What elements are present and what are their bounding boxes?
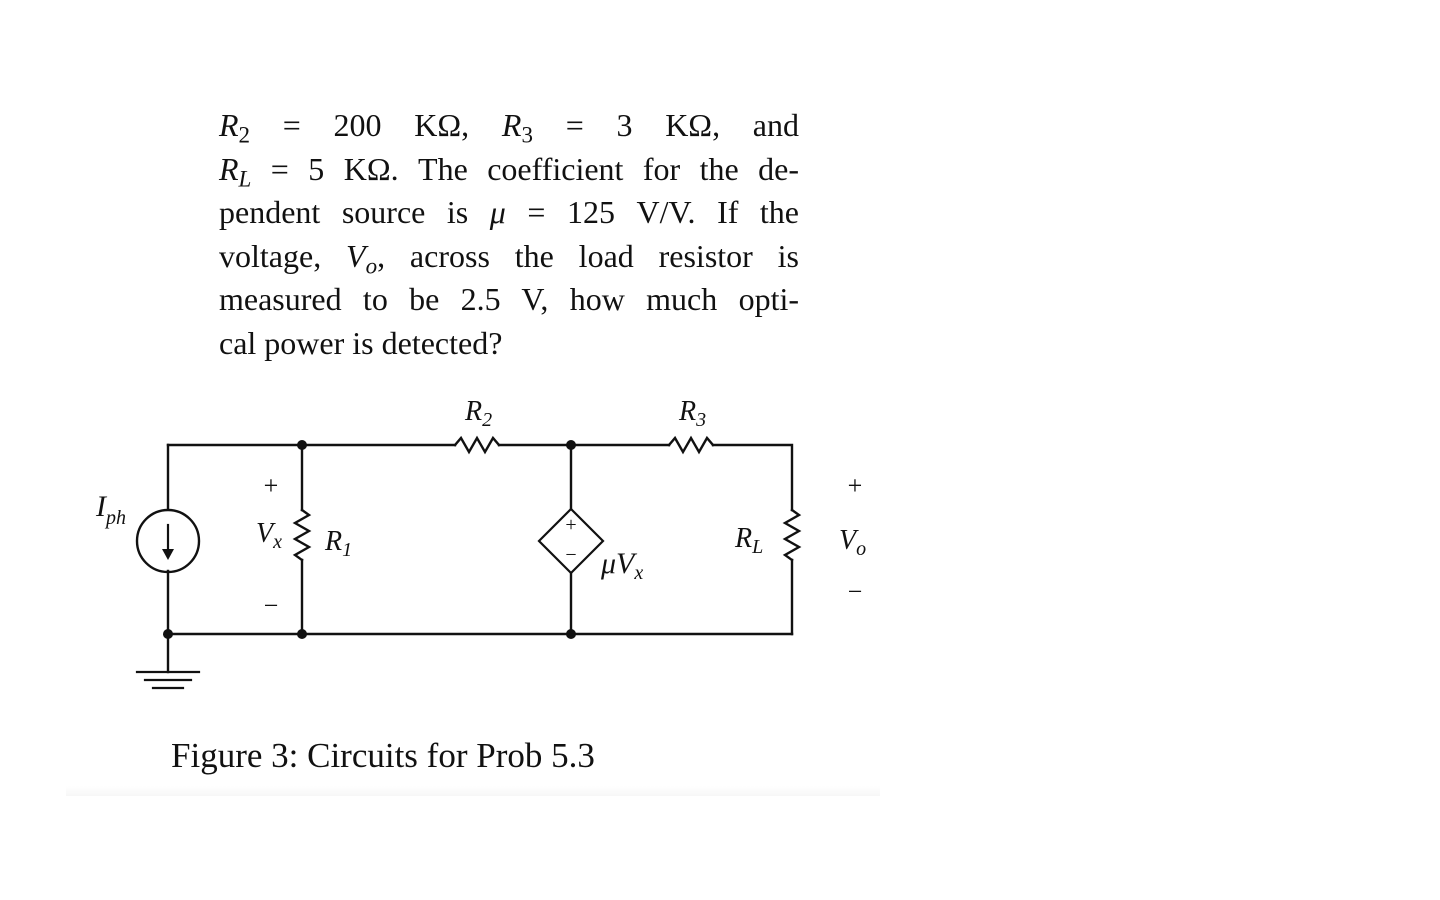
label-vx-minus: − — [263, 591, 279, 620]
node-dot — [297, 629, 307, 639]
figure-caption: Figure 3: Circuits for Prob 5.3 — [171, 736, 595, 775]
ground-icon — [137, 672, 199, 688]
node-dot — [566, 440, 576, 450]
label-dep-minus: − — [565, 544, 577, 566]
problem-text: = 5 KΩ. The coefficient for the de- — [251, 150, 799, 187]
problem-text: = 125 V/V. If the — [505, 194, 800, 230]
problem-text: cal power is detected? — [219, 324, 503, 361]
wire-top-right — [713, 445, 792, 510]
label-r1: $R_1$ — [325, 526, 353, 561]
label-vx-plus: + — [263, 471, 279, 500]
resistor-r2 — [455, 438, 499, 452]
symbol-vo: V — [346, 237, 366, 274]
symbol-sub: L — [238, 164, 252, 191]
node-dot — [297, 440, 307, 450]
node-dot — [163, 629, 173, 639]
symbol-sub: 2 — [238, 121, 251, 148]
problem-text: = 3 KΩ, and — [532, 107, 800, 143]
resistor-r3 — [669, 438, 713, 452]
label-iph: $I_{ph}$ — [96, 490, 126, 529]
label-dependent-source: $\mu V_x$ — [601, 547, 644, 584]
symbol-r2: R — [219, 107, 239, 143]
symbol-mu: μ — [489, 194, 506, 230]
label-vx: $V_x$ — [256, 518, 282, 553]
problem-text: pendent source is — [219, 194, 490, 230]
label-vo-plus: + — [847, 471, 863, 500]
node-dot — [566, 629, 576, 639]
resistor-r1 — [295, 510, 309, 560]
problem-text: voltage, — [219, 237, 347, 274]
label-r3: $R_3$ — [679, 396, 707, 431]
label-r2: $R_2$ — [465, 396, 493, 431]
label-vo-minus: − — [847, 577, 863, 606]
resistor-rl — [785, 510, 799, 560]
symbol-rl: R — [219, 150, 239, 187]
current-arrow-head-icon — [162, 549, 174, 560]
symbol-sub: 3 — [521, 121, 533, 148]
page-edge-shade — [66, 786, 880, 796]
label-vo: $V_o$ — [839, 525, 867, 560]
problem-text: measured to be 2.5 V, how much opti- — [219, 281, 799, 317]
label-dep-plus: + — [565, 514, 577, 536]
label-rl: $R_L$ — [735, 523, 764, 558]
problem-text: = 200 KΩ, — [250, 107, 502, 143]
problem-text: , across the load resistor is — [377, 237, 800, 274]
symbol-sub: o — [365, 251, 378, 278]
symbol-r3: R — [501, 107, 522, 143]
